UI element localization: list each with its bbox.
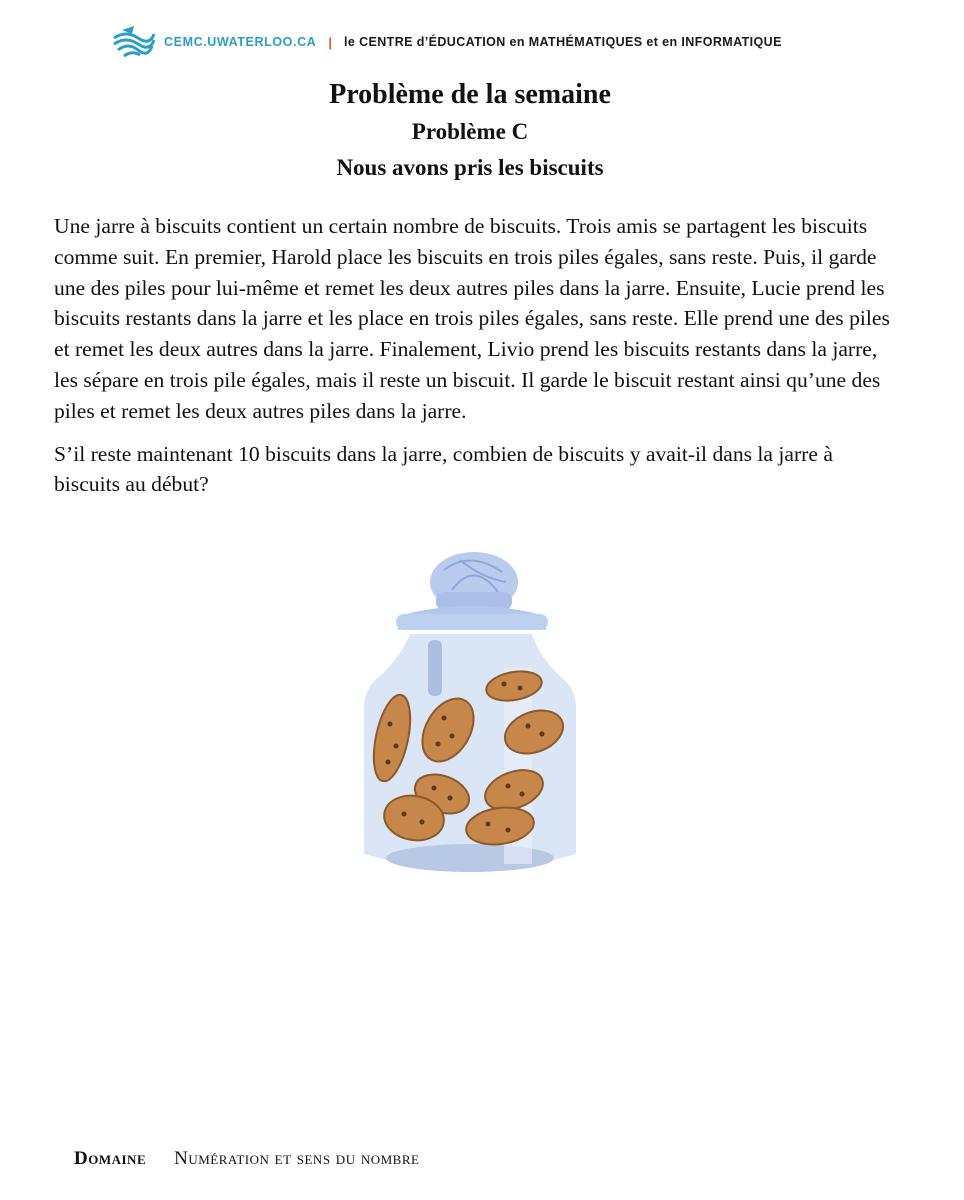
title-block — [0, 76, 940, 186]
cookie-jar-icon — [352, 548, 588, 884]
organization-name: le CENTRE d’ÉDUCATION en MATHÉMATIQUES et en INFORMATIQUE — [343, 35, 782, 49]
problem-text — [54, 211, 894, 512]
page-header — [112, 22, 872, 62]
domain-label: Domaine — [74, 1148, 147, 1169]
problem-paragraph-1: Une jarre à biscuits contient un certain nombre de biscuits. Trois amis se partagent les biscuits comme suit. En premier, Harold place les biscuits en trois piles égales, sans reste. Puis, il garde une des piles pour lui-même et remet les deux autres piles dans la jarre. Ensuite, Lucie prend les biscuits restants dans la jarre et les place en trois piles égales, sans reste. Elle prend une des piles et remet les deux autres dans la jarre. Finalement, Livio prend les biscuits restants dans la jarre, les sépare en trois pile égales, mais il reste un biscuit. Il garde le biscuit restant ainsi qu’une des piles et remet les deux autres piles dans la jarre. — [54, 214, 890, 423]
header-separator: | — [328, 34, 332, 50]
problem-title: Nous avons pris les biscuits — [336, 155, 604, 180]
page-title: Problème de la semaine — [329, 79, 611, 110]
cemc-logo-icon — [112, 24, 156, 60]
problem-question: S’il reste maintenant 10 biscuits dans la jarre, combien de biscuits y avait-il dans la jarre à biscuits au début? — [54, 441, 833, 497]
domain-value: Numération et sens du nombre — [174, 1148, 420, 1169]
site-link[interactable]: CEMC.UWATERLOO.CA — [164, 35, 317, 49]
problem-label: Problème C — [411, 119, 529, 144]
footer — [74, 1148, 419, 1170]
